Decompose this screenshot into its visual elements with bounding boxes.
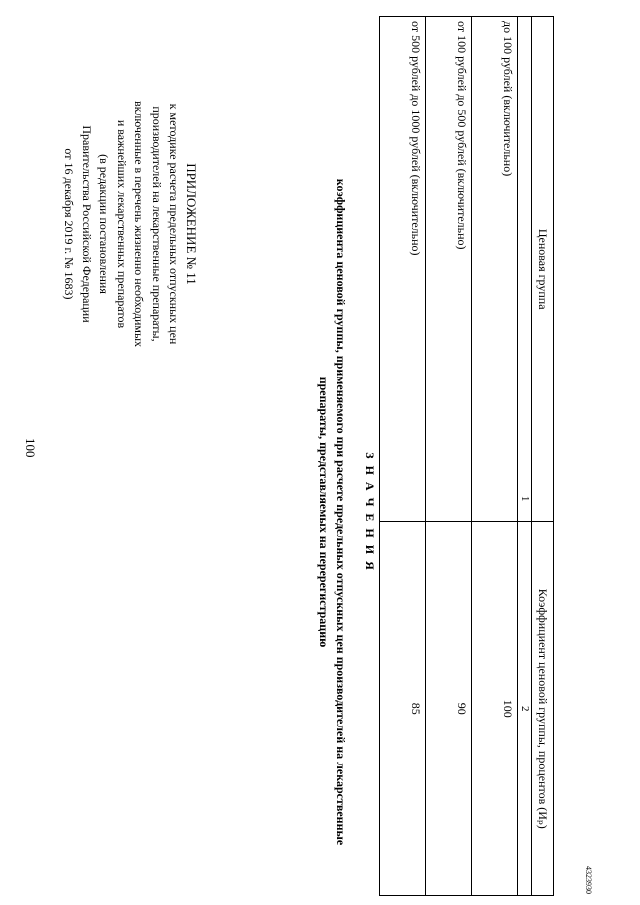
appendix-line: и важнейших лекарственных препаратов: [115, 119, 129, 329]
heading-title: З Н А Ч Е Н И Я: [363, 452, 377, 572]
coefficient-table-wrapper: [379, 16, 554, 896]
column-number: 2: [518, 522, 532, 896]
column-number-row: [518, 17, 532, 896]
header-coefficient: Коэффициент ценовой группы, процентов (Иₚ): [532, 522, 554, 896]
price-group-cell: до 100 рублей (включительно): [472, 17, 518, 522]
appendix-line: включенные в перечень жизненно необходимых: [132, 100, 147, 348]
appendix-line: (в редакции постановления: [97, 154, 112, 294]
appendix-title: ПРИЛОЖЕНИЕ № 11: [184, 163, 199, 285]
header-price-group: Ценовая группа: [532, 17, 554, 522]
table-row: [380, 17, 426, 896]
appendix-line: к методике расчета предельных отпускных цен: [167, 103, 182, 345]
table-row: [426, 17, 472, 896]
price-group-cell: от 500 рублей до 1000 рублей (включительно): [380, 17, 426, 522]
column-number: 1: [518, 17, 532, 522]
page-number: 100: [23, 438, 38, 458]
coefficient-cell: 90: [426, 522, 472, 896]
appendix-line: от 16 декабря 2019 г. № 1683): [62, 148, 77, 300]
appendix-line: производителей на лекарственные препараты,: [150, 106, 164, 342]
document-heading: [315, 162, 378, 862]
document-id: 4323930: [584, 866, 593, 894]
heading-subtitle: коэффициента ценовой группы, применяемого при расчете предельных отпускных цен производителей на лекарственные препараты, представляемых на перерегистрацию: [317, 178, 348, 846]
appendix-block: [60, 94, 200, 354]
coefficient-cell: 85: [380, 522, 426, 896]
table-row: [472, 17, 518, 896]
table-header-row: [532, 17, 554, 896]
coefficient-cell: 100: [472, 522, 518, 896]
appendix-line: Правительства Российской Федерации: [80, 125, 94, 323]
coefficient-table: [379, 16, 554, 896]
price-group-cell: от 100 рублей до 500 рублей (включительно): [426, 17, 472, 522]
